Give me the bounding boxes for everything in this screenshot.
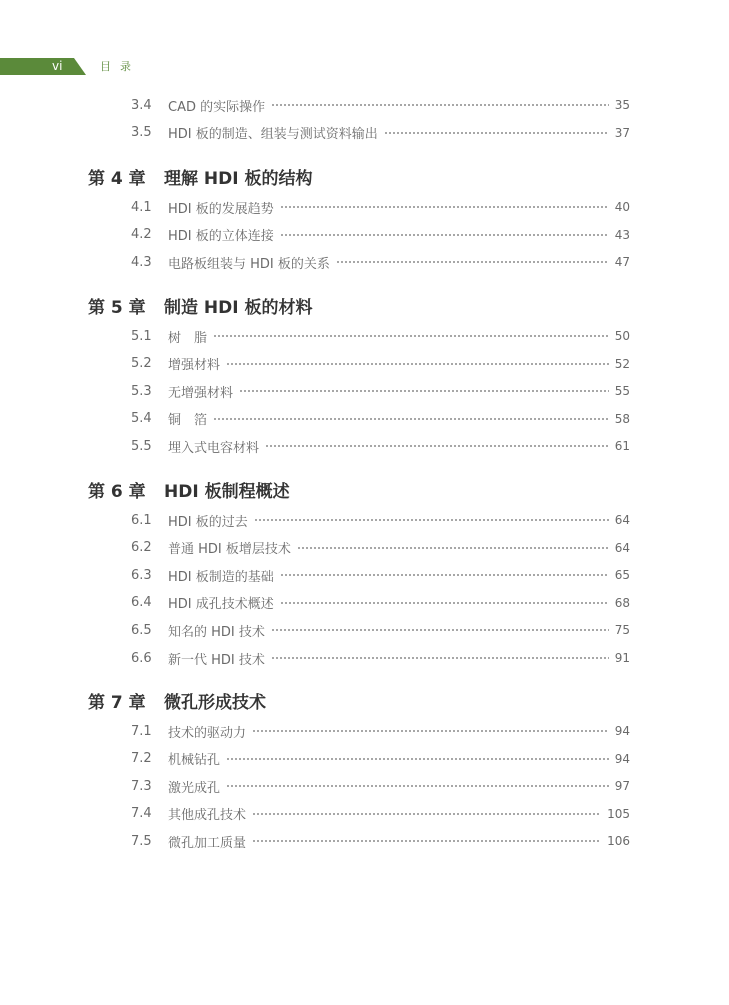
dot-leader [226,785,609,787]
section-title: 新一代 HDI 技术 [168,652,265,668]
toc-entry[interactable] [131,510,630,530]
dot-leader [280,206,609,208]
section-number: 7.1 [131,723,152,739]
section-title: 埋入式电容材料 [168,440,260,456]
dot-leader [271,104,609,106]
section-number: 6.6 [131,650,152,666]
section-number: 6.4 [131,595,152,611]
section-number: 5.5 [131,438,152,454]
page-number: vi [52,59,63,73]
toc-entry[interactable] [131,123,630,143]
dot-leader [265,445,609,447]
dot-leader [280,602,609,604]
section-title: 无增强材料 [168,385,234,401]
section-number: 5.1 [131,328,152,344]
chapter-title: 理解 HDI 板的结构 [164,169,313,189]
chapter-title: 微孔形成技术 [164,693,266,713]
section-title: HDI 板的立体连接 [168,229,274,245]
section-page-number: 61 [614,439,630,454]
section-number: 6.5 [131,622,152,638]
toc-entry[interactable] [131,593,630,613]
toc-entry[interactable] [131,409,630,429]
section-title: 电路板组装与 HDI 板的关系 [168,256,330,272]
dot-leader [226,758,609,760]
section-page-number: 55 [614,384,630,399]
section-title: CAD 的实际操作 [168,99,266,115]
toc-entry[interactable] [131,721,630,741]
toc-entry[interactable] [131,648,630,668]
section-page-number: 91 [614,651,630,665]
section-number: 3.4 [131,97,152,113]
dot-leader [384,132,609,134]
dot-leader [213,418,609,420]
section-title: 微孔加工质量 [168,835,247,851]
section-page-number: 65 [614,568,630,583]
section-number: 5.2 [131,356,152,372]
section-title: HDI 板的制造、组装与测试资料输出 [168,127,378,143]
section-page-number: 35 [614,98,630,112]
section-number: 6.1 [131,512,152,528]
section-title: 其他成孔技术 [168,808,247,824]
section-title: 增强材料 [168,358,221,374]
toc-entry[interactable] [131,197,630,217]
chapter-title: 制造 HDI 板的材料 [164,298,313,318]
section-page-number: 94 [614,724,630,738]
dot-leader [239,390,609,392]
toc-entry[interactable] [131,252,630,272]
section-number: 6.2 [131,540,152,556]
section-title: 树 脂 [168,330,208,346]
toc-entry[interactable] [131,354,630,374]
section-title: 铜 箔 [168,413,208,429]
section-page-number: 37 [614,125,630,140]
section-number: 6.3 [131,567,152,583]
section-page-number: 64 [614,540,630,555]
toc-entry[interactable] [131,95,630,115]
toc-entry[interactable] [131,620,630,640]
dot-leader [280,574,609,576]
dot-leader [254,519,609,521]
toc-entry[interactable] [131,381,630,401]
section-page-number: 94 [614,751,630,766]
section-title: HDI 板的发展趋势 [168,201,274,217]
dot-leader [271,629,609,631]
section-number: 7.3 [131,778,152,794]
chapter-label: 第 4 章 [88,169,146,189]
section-number: 7.2 [131,751,152,767]
section-title: 知名的 HDI 技术 [168,624,265,640]
toc-entry[interactable] [131,225,630,245]
dot-leader [213,335,609,337]
dot-leader [280,234,609,236]
section-page-number: 47 [614,255,630,270]
section-number: 4.2 [131,227,152,243]
section-number: 5.3 [131,383,152,399]
dot-leader [336,261,609,263]
section-page-number: 97 [614,779,630,794]
dot-leader [252,730,609,732]
section-number: 5.4 [131,411,152,427]
section-page-number: 40 [614,200,630,214]
section-number: 7.4 [131,806,152,822]
section-title: HDI 板的过去 [168,514,248,530]
dot-leader [252,813,601,815]
chapter-label: 第 5 章 [88,298,146,318]
dot-leader [252,840,601,842]
section-title: HDI 成孔技术概述 [168,597,274,613]
section-page-number: 64 [614,513,630,527]
toc-entry[interactable] [131,326,630,346]
section-page-number: 75 [614,623,630,638]
section-page-number: 106 [607,834,630,849]
section-title: 普通 HDI 板增层技术 [168,542,291,558]
section-page-number: 52 [614,356,630,371]
dot-leader [226,363,609,365]
chapter-label: 第 6 章 [88,482,146,502]
section-page-number: 68 [614,595,630,610]
chapter-heading[interactable] [88,167,313,191]
dot-leader [271,657,609,659]
section-number: 4.1 [131,199,152,215]
toc-entry[interactable] [131,436,630,456]
toc-entry[interactable] [131,749,630,769]
toc-entry[interactable] [131,831,630,851]
toc-entry[interactable] [131,538,630,558]
chapter-title: HDI 板制程概述 [164,482,290,502]
section-title: 技术的驱动力 [168,725,247,741]
section-page-number: 58 [614,411,630,426]
section-page-number: 105 [607,806,630,821]
section-title: 激光成孔 [168,780,221,796]
section-title: HDI 板制造的基础 [168,569,274,585]
toc-entry[interactable] [131,565,630,585]
header-tab [0,58,86,75]
chapter-heading[interactable] [88,691,266,715]
section-page-number: 43 [614,227,630,242]
section-title: 机械钻孔 [168,753,221,769]
section-page-number: 50 [614,329,630,343]
chapter-heading[interactable] [88,480,290,504]
running-head: 目录 [100,60,140,73]
toc-entry[interactable] [131,804,630,824]
chapter-label: 第 7 章 [88,693,146,713]
section-number: 7.5 [131,833,152,849]
section-number: 3.5 [131,125,152,141]
section-number: 4.3 [131,254,152,270]
chapter-heading[interactable] [88,296,313,320]
dot-leader [297,547,609,549]
toc-entry[interactable] [131,776,630,796]
